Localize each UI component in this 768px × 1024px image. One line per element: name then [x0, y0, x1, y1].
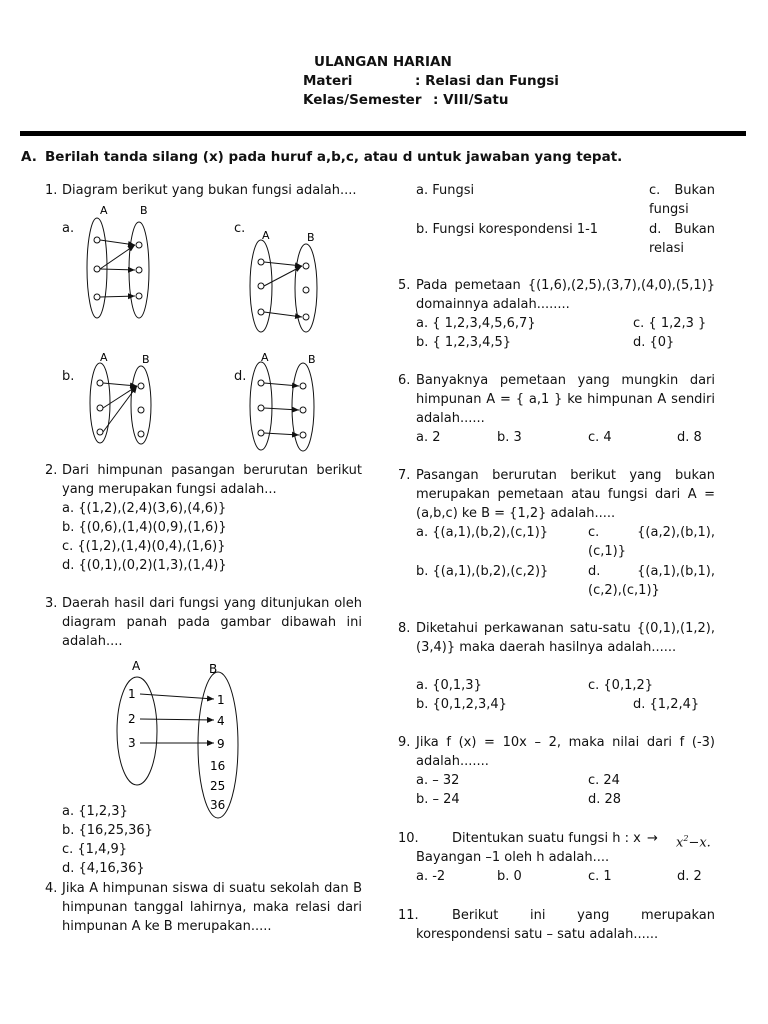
question-text: Jika A himpunan siswa di suatu sekolah dan B himpunan tanggal lahirnya, maka relasi dari himpunan A ke B merupakan..... [62, 881, 362, 934]
question-number: 9. [398, 735, 411, 750]
point [303, 314, 309, 320]
option-text: c. {(a,2),(b,1),(c,1)} [588, 525, 715, 559]
arrow [103, 386, 137, 408]
arrow [100, 269, 135, 270]
set-b-ellipse [295, 244, 317, 332]
point [138, 407, 144, 413]
q3-arrow-diagram [115, 655, 245, 820]
question-number: 7. [398, 468, 411, 483]
point [258, 380, 264, 386]
q4-option-a[interactable]: a. Fungsi [416, 183, 475, 198]
arrow [103, 383, 137, 386]
q2-option-d[interactable]: d. {(0,1),(0,2)(1,3),(1,4)} [62, 558, 227, 573]
set-b-label: B [209, 662, 218, 676]
q5-option-d[interactable]: d. {0} [633, 335, 675, 350]
q3-option-b[interactable]: b. {16,25,36} [62, 823, 153, 838]
set-a-label: A [100, 204, 108, 217]
q9-option-d[interactable]: d. 28 [588, 792, 622, 807]
point [94, 294, 100, 300]
set-a-label: A [262, 229, 270, 242]
point [136, 242, 142, 248]
q4-option-c[interactable] [649, 181, 715, 219]
question-11-number: 11. [398, 908, 419, 923]
maps-to-arrow-icon: → [647, 831, 658, 846]
question-10-text-2: Bayangan –1 oleh h adalah.... [416, 850, 610, 865]
codomain-value: 16 [210, 759, 226, 773]
q4-option-b[interactable]: b. Fungsi korespondensi 1-1 [416, 222, 599, 237]
q8-option-d[interactable]: d. {1,2,4} [633, 697, 700, 712]
subject-label: Materi [303, 73, 353, 89]
q5-option-a[interactable]: a. { 1,2,3,4,5,6,7} [416, 316, 536, 331]
set-a-ellipse [250, 240, 272, 332]
codomain-value: 1 [217, 693, 225, 707]
q4-option-d[interactable] [649, 220, 715, 258]
point [136, 293, 142, 299]
q6-option-c[interactable]: c. 4 [588, 430, 612, 445]
q7-option-a[interactable]: a. {(a,1),(b,2),(c,1)} [416, 525, 549, 540]
codomain-value: 36 [210, 798, 226, 812]
question-text: Dari himpunan pasangan berurutan berikut yang merupakan fungsi adalah... [62, 463, 362, 497]
question-number: 6. [398, 373, 411, 388]
exam-title: ULANGAN HARIAN [314, 54, 452, 70]
point [303, 287, 309, 293]
domain-value: 3 [128, 736, 136, 750]
q6-option-a[interactable]: a. 2 [416, 430, 441, 445]
question-number: 3. [45, 596, 58, 611]
set-b-label: B [307, 231, 315, 244]
q10-option-c[interactable]: c. 1 [588, 869, 612, 884]
set-a-label: A [100, 351, 108, 364]
q10-option-d[interactable]: d. 2 [677, 869, 702, 884]
section-instruction: Berilah tanda silang (x) pada huruf a,b,c, atau d untuk jawaban yang tepat. [45, 149, 623, 165]
set-a-label: A [132, 659, 141, 673]
point [94, 266, 100, 272]
question-text: Pada pemetaan {(1,6),(2,5),(3,7),(4,0),(5,1)} domainnya adalah........ [416, 278, 715, 312]
domain-value: 2 [128, 712, 136, 726]
question-number: 4. [45, 881, 58, 896]
q1-option-a-label[interactable]: a. [62, 221, 75, 236]
q1-diagram-b [84, 348, 164, 448]
option-text: d. Bukan relasi [649, 222, 715, 256]
function-expression: $x^2-x$. [676, 834, 711, 851]
q3-option-c[interactable]: c. {1,4,9} [62, 842, 128, 857]
arrow [140, 719, 214, 720]
q7-option-b[interactable]: b. {(a,1),(b,2),(c,2)} [416, 564, 549, 579]
question-text: Pasangan berurutan berikut yang bukan merupakan pemetaan atau fungsi dari A = (a,b,c) ke B = {1,2} adalah..... [416, 468, 715, 521]
point [97, 380, 103, 386]
point [258, 259, 264, 265]
question-text: Jika f (x) = 10x – 2, maka nilai dari f (-3) adalah....... [416, 735, 715, 769]
set-a-ellipse [90, 363, 110, 443]
point [258, 309, 264, 315]
question-10-number: 10. [398, 831, 419, 846]
q2-option-a[interactable]: a. {(1,2),(2,4)(3,6),(4,6)} [62, 501, 227, 516]
set-a-ellipse [87, 218, 107, 318]
option-text: d. {(a,1),(b,1),(c,2),(c,1)} [588, 564, 715, 598]
q1-option-c-label[interactable]: c. [234, 221, 246, 236]
q10-option-b[interactable]: b. 0 [497, 869, 522, 884]
point [300, 407, 306, 413]
q8-option-c[interactable]: c. {0,1,2} [588, 678, 654, 693]
point [97, 429, 103, 435]
q3-option-a[interactable]: a. {1,2,3} [62, 804, 128, 819]
point [258, 430, 264, 436]
q9-option-b[interactable]: b. – 24 [416, 792, 460, 807]
q1-diagram-c [242, 226, 332, 336]
point [258, 283, 264, 289]
question-text: Berikut ini yang merupakan korespondensi satu – satu adalah...... [416, 908, 715, 942]
arrow [264, 266, 302, 286]
point [138, 383, 144, 389]
point [300, 383, 306, 389]
question-text: Diketahui perkawanan satu-satu {(0,1),(1,2),(3,4)} maka daerah hasilnya adalah...... [416, 621, 715, 655]
question-number: 5. [398, 278, 411, 293]
class-label: Kelas/Semester [303, 92, 422, 108]
arrow [264, 408, 299, 410]
section-letter: A. [21, 149, 37, 165]
class-value: : VIII/Satu [433, 92, 509, 108]
question-text: Banyaknya pemetaan yang mungkin dari himpunan A = { a,1 } ke himpunan A sendiri adalah...... [416, 373, 715, 426]
q2-option-c[interactable]: c. {(1,2),(1,4)(0,4),(1,6)} [62, 539, 226, 554]
question-text: Daerah hasil dari fungsi yang ditunjukan oleh diagram panah pada gambar dibawah ini adalah.... [62, 596, 362, 649]
set-a-label: A [261, 351, 269, 364]
subject-value: : Relasi dan Fungsi [415, 73, 559, 89]
q2-option-b[interactable]: b. {(0,6),(1,4)(0,9),(1,6)} [62, 520, 227, 535]
set-b-label: B [140, 204, 148, 217]
point [97, 405, 103, 411]
point [303, 263, 309, 269]
question-number: 8. [398, 621, 411, 636]
q5-option-b[interactable]: b. { 1,2,3,4,5} [416, 335, 512, 350]
set-b-label: B [308, 353, 316, 366]
codomain-value: 4 [217, 714, 225, 728]
q1-option-b-label[interactable]: b. [62, 369, 75, 384]
codomain-value: 25 [210, 779, 226, 793]
q8-option-b[interactable]: b. {0,1,2,3,4} [416, 697, 507, 712]
q9-option-a[interactable]: a. – 32 [416, 773, 460, 788]
q5-option-c[interactable]: c. { 1,2,3 } [633, 316, 707, 331]
codomain-value: 9 [217, 737, 225, 751]
point [258, 405, 264, 411]
domain-value: 1 [128, 687, 136, 701]
q1-option-d-label[interactable]: d. [234, 369, 247, 384]
point [94, 237, 100, 243]
q6-option-b[interactable]: b. 3 [497, 430, 522, 445]
q8-option-a[interactable]: a. {0,1,3} [416, 678, 482, 693]
option-text: c. Bukan fungsi [649, 183, 715, 217]
point [136, 267, 142, 273]
q1-diagram-d [242, 348, 332, 458]
q1-diagram-a [80, 200, 160, 320]
question-text: Diagram berikut yang bukan fungsi adalah.... [62, 183, 357, 198]
header-divider [20, 131, 746, 136]
set-b-ellipse [131, 366, 151, 444]
set-b-label: B [142, 353, 150, 366]
point [138, 431, 144, 437]
question-10-text: Ditentukan suatu fungsi h : x [452, 831, 641, 846]
q10-option-a[interactable]: a. -2 [416, 869, 446, 884]
question-number: 2. [45, 463, 58, 478]
set-a-ellipse [250, 362, 272, 450]
point [300, 432, 306, 438]
q6-option-d[interactable]: d. 8 [677, 430, 702, 445]
set-a-ellipse [117, 677, 157, 785]
q9-option-c[interactable]: c. 24 [588, 773, 620, 788]
question-number: 1. [45, 183, 58, 198]
q3-option-d[interactable]: d. {4,16,36} [62, 861, 145, 876]
